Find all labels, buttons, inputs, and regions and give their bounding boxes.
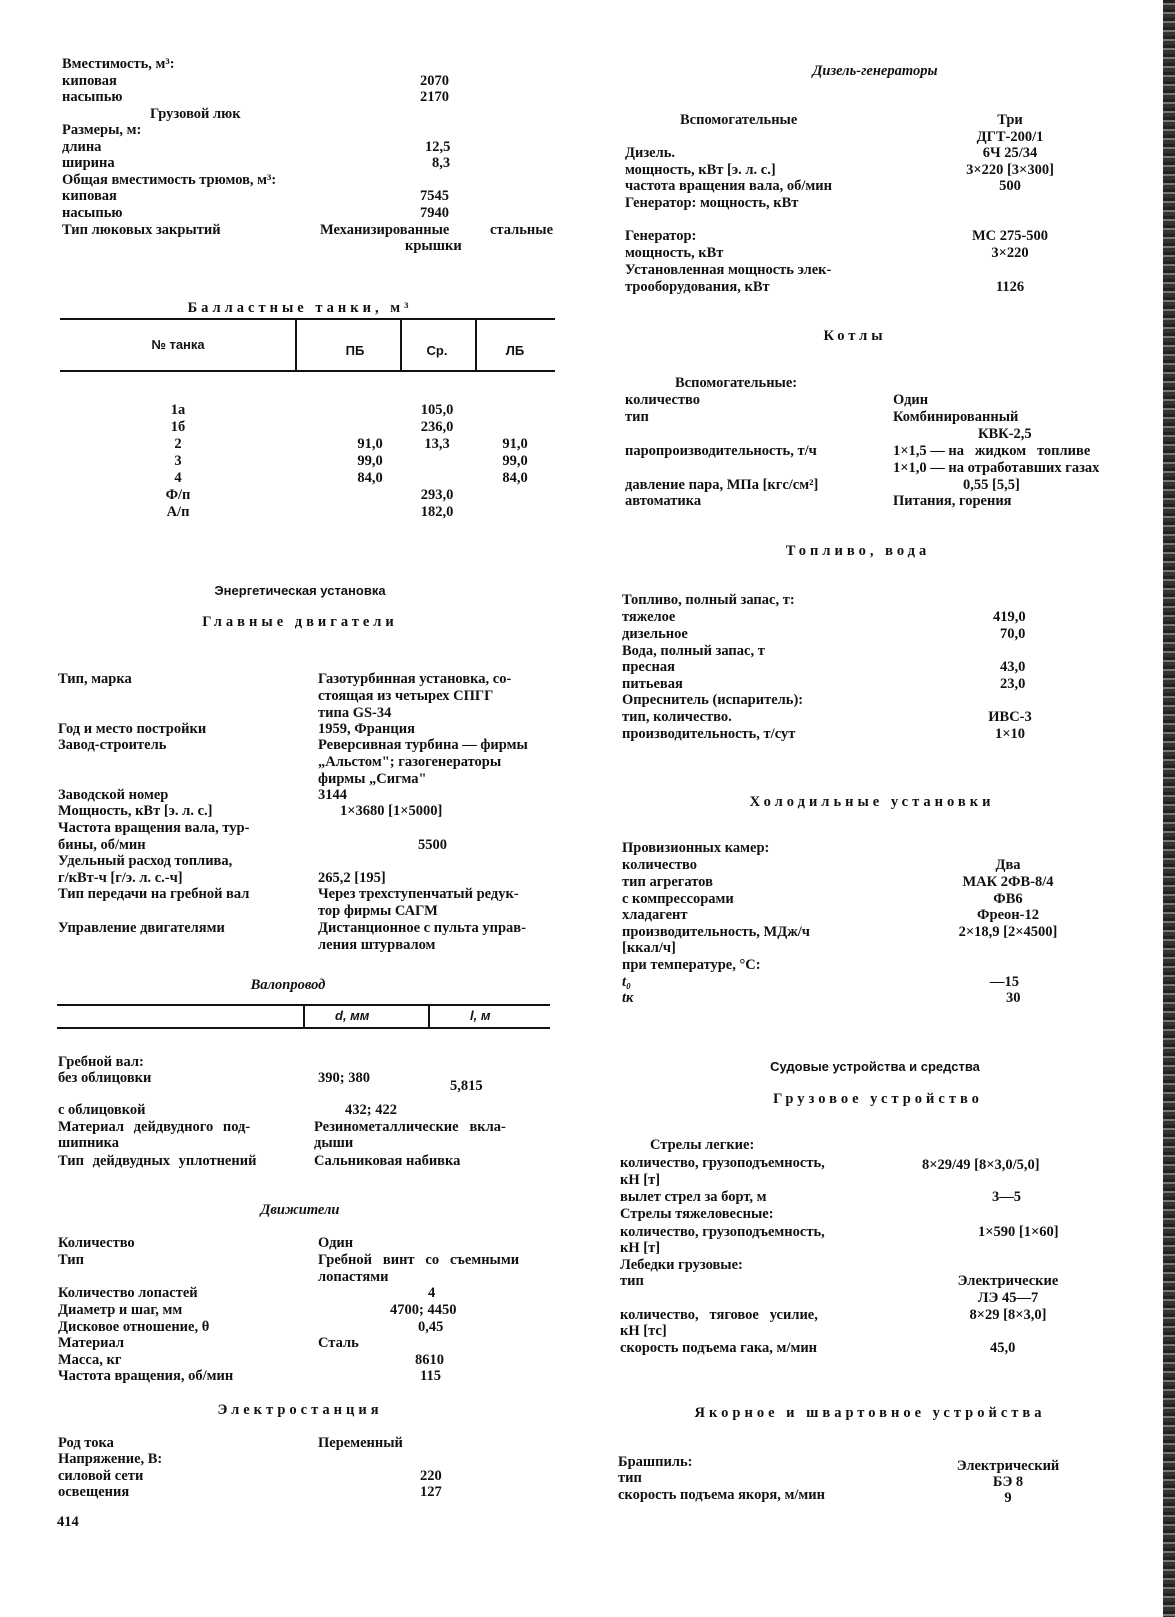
diesel-title: Дизель-генераторы (812, 63, 938, 79)
value: 70,0 (1000, 626, 1026, 642)
tank-volume: 99,0 (357, 453, 383, 469)
value: фирмы „Сигма" (318, 771, 427, 787)
value: ФВ6 (993, 891, 1023, 907)
value: 4700; 4450 (390, 1302, 457, 1318)
label: Генератор: мощность, кВт (625, 195, 799, 211)
label: Завод-строитель (58, 737, 167, 753)
value: 220 (420, 1468, 442, 1484)
page-number: 414 (57, 1514, 79, 1530)
col-header: Ср. (426, 343, 448, 358)
label: Напряжение, В: (58, 1451, 163, 1467)
label: с компрессорами (622, 891, 734, 907)
tank-number: 1б (170, 419, 186, 435)
label: тип (618, 1470, 642, 1486)
value: Три (997, 112, 1023, 128)
value: Переменный (318, 1435, 403, 1451)
anchor-title: Якорное и швартовное устройства (694, 1405, 1046, 1421)
tank-number: 3 (174, 453, 182, 469)
label: тип, количество. (622, 709, 732, 725)
col-header: l, м (470, 1008, 491, 1023)
value: 4 (428, 1285, 436, 1301)
label: г/кВт-ч [г/э. л. с.-ч] (58, 870, 183, 886)
scan-edge (1163, 0, 1175, 1617)
label: Материал дейдвудного под- (58, 1119, 251, 1135)
tank-volume: 13,3 (424, 436, 450, 452)
label: длина (62, 139, 102, 155)
value: 3×220 (991, 245, 1029, 261)
label: автоматика (625, 493, 702, 509)
label: кН [т] (620, 1172, 661, 1188)
label: мощность, кВт (625, 245, 724, 261)
label: Дисковое отношение, θ (58, 1319, 210, 1335)
label: хладагент (622, 907, 688, 923)
value: 12,5 (425, 139, 451, 155)
value: Комбинированный (893, 409, 1019, 425)
label: трооборудования, кВт (625, 279, 770, 295)
label: кН [т] (620, 1240, 661, 1256)
label: Диаметр и шаг, мм (58, 1302, 183, 1318)
label: Стрелы легкие: (650, 1137, 755, 1153)
label: Управление двигателями (58, 920, 225, 936)
value: 45,0 (990, 1340, 1016, 1356)
value: Сталь (318, 1335, 359, 1351)
propulsion-title: Движители (260, 1202, 340, 1218)
boilers-title: Котлы (823, 328, 887, 344)
table-divider (428, 1005, 430, 1027)
hatch-title: Грузовой люк (150, 106, 241, 122)
value: ЛЭ 45—7 (977, 1290, 1039, 1306)
tank-number: 4 (174, 470, 182, 486)
section-title: Судовые устройства и средства (770, 1059, 980, 1074)
value: 8,3 (432, 155, 451, 171)
value: Резинометаллические вкла- (314, 1119, 506, 1135)
cargo-title: Грузовое устройство (773, 1091, 983, 1107)
section-title: Энергетическая установка (214, 583, 386, 598)
label: Провизионных камер: (622, 840, 770, 856)
label: Общая вместимость трюмов, м³: (62, 172, 277, 188)
table-rule (57, 1027, 550, 1029)
value: 5500 (418, 837, 447, 853)
value: 390; 380 (318, 1070, 370, 1086)
table-rule (60, 318, 555, 320)
plant-title: Электростанция (217, 1402, 383, 1418)
col-header: № танка (151, 337, 205, 352)
label: tк (622, 990, 634, 1006)
value: Гребной винт со съемными (318, 1252, 520, 1268)
label: Частота вращения, об/мин (58, 1368, 234, 1384)
label: Тип передачи на гребной вал (58, 886, 250, 902)
label: Заводской номер (58, 787, 169, 803)
value: дыши (314, 1135, 354, 1151)
value: МАК 2ФВ-8/4 (962, 874, 1054, 890)
value: стоящая из четырех СПГГ (318, 688, 494, 704)
label: Лебедки грузовые: (620, 1257, 743, 1273)
label: дизельное (622, 626, 688, 642)
value: Газотурбинная установка, со- (318, 671, 512, 687)
tank-volume: 182,0 (420, 504, 454, 520)
value: —15 (990, 974, 1019, 990)
table-rule (60, 370, 555, 372)
value: Через трехступенчатый редук- (318, 886, 519, 902)
value: 23,0 (1000, 676, 1026, 692)
value: 1×1,5 — на жидком топливе (893, 443, 1091, 459)
label: Размеры, м: (62, 122, 142, 138)
col-header: ЛБ (505, 343, 525, 358)
value: 6Ч 25/34 (982, 145, 1038, 161)
fuel-title: Топливо, вода (785, 543, 931, 559)
value: 2170 (420, 89, 449, 105)
tank-volume: 91,0 (357, 436, 383, 452)
value: 0,45 (418, 1319, 444, 1335)
value: 2070 (420, 73, 449, 89)
label: насыпью (62, 205, 123, 221)
label: насыпью (62, 89, 123, 105)
value: 30 (1006, 990, 1021, 1006)
value: ДГТ-200/1 (976, 129, 1044, 145)
label: Масса, кг (58, 1352, 122, 1368)
tank-number: 1а (170, 402, 186, 418)
label: Вода, полный запас, т (622, 643, 765, 659)
label: Установленная мощность элек- (625, 262, 832, 278)
label: количество (625, 392, 701, 408)
label: количество, грузоподъемность, (620, 1224, 825, 1240)
tank-volume: 84,0 (357, 470, 383, 486)
label: Вспомогательные (680, 112, 798, 128)
value: КВК-2,5 (978, 426, 1032, 442)
tank-volume: 84,0 (502, 470, 528, 486)
value: 3×220 [3×300] (966, 162, 1054, 178)
label: Количество лопастей (58, 1285, 198, 1301)
value: Механизированные (320, 222, 450, 238)
label: Удельный расход топлива, (58, 853, 233, 869)
value: типа GS-34 (318, 705, 392, 721)
label: тип (620, 1273, 644, 1289)
value: Фреон-12 (977, 907, 1039, 923)
label: Дизель. (625, 145, 676, 161)
value: Один (893, 392, 929, 408)
value: 8×29/49 [8×3,0/5,0] (922, 1157, 1040, 1173)
label: Тип, марка (58, 671, 132, 687)
tank-volume: 293,0 (420, 487, 454, 503)
label: кН [тс] (620, 1323, 667, 1339)
tank-volume: 99,0 (502, 453, 528, 469)
label: Брашпиль: (618, 1454, 693, 1470)
label: Материал (58, 1335, 125, 1351)
label: производительность, т/сут (622, 726, 796, 742)
value: Электрический (956, 1458, 1060, 1474)
value: 432; 422 (345, 1102, 397, 1118)
value: 1×1,0 — на отработавших газах (893, 460, 1100, 476)
value: 1959, Франция (318, 721, 415, 737)
label: Опреснитель (испаритель): (622, 692, 804, 708)
label: тип агрегатов (622, 874, 713, 890)
tank-volume: 105,0 (420, 402, 454, 418)
value: 1×590 [1×60] (978, 1224, 1059, 1240)
value: БЭ 8 (992, 1474, 1024, 1490)
value: Сальниковая набивка (314, 1153, 461, 1169)
label: силовой сети (58, 1468, 144, 1484)
col-header: ПБ (345, 343, 365, 358)
label: количество, тяговое усилие, (620, 1307, 818, 1323)
label: Вспомогательные: (675, 375, 798, 391)
label: Стрелы тяжеловесные: (620, 1206, 774, 1222)
label: Частота вращения вала, тур- (58, 820, 250, 836)
value: ИВС-3 (988, 709, 1032, 725)
value: 43,0 (1000, 659, 1026, 675)
label: без облицовки (58, 1070, 152, 1086)
value: Два (995, 857, 1021, 873)
value: стальные (490, 222, 554, 238)
table-divider (475, 319, 477, 370)
label: количество (622, 857, 698, 873)
table-divider (295, 319, 297, 370)
value: 500 (999, 178, 1021, 194)
label: Генератор: (625, 228, 697, 244)
value: лопастями (318, 1269, 389, 1285)
value: „Альстом"; газогенераторы (318, 754, 502, 770)
value: Реверсивная турбина — фирмы (318, 737, 528, 753)
label: скорость подъема якоря, м/мин (618, 1487, 825, 1503)
tank-number: Ф/п (165, 487, 191, 503)
value: МС 275-500 (971, 228, 1049, 244)
label: количество, грузоподъемность, (620, 1155, 825, 1171)
label: паропроизводительность, т/ч (625, 443, 817, 459)
label: освещения (58, 1484, 130, 1500)
label: тяжелое (622, 609, 676, 625)
value: 8×29 [8×3,0] (969, 1307, 1047, 1323)
label: частота вращения вала, об/мин (625, 178, 832, 194)
shaft-title: Валопровод (250, 977, 326, 993)
value: 3144 (318, 787, 347, 803)
value: 0,55 [5,5] (963, 477, 1020, 493)
label: [ккал/ч] (622, 940, 676, 956)
value: Электрические (957, 1273, 1059, 1289)
value: тор фирмы САГМ (318, 903, 438, 919)
label: пресная (622, 659, 675, 675)
value: 127 (420, 1484, 442, 1500)
value: 7545 (420, 188, 449, 204)
value: 8610 (415, 1352, 444, 1368)
table-divider (303, 1005, 305, 1027)
capacity-title: Вместимость, м³: (62, 56, 175, 72)
label: киповая (62, 188, 117, 204)
fridge-title: Холодильные установки (749, 794, 995, 810)
label: Год и место постройки (58, 721, 207, 737)
value: 7940 (420, 205, 449, 221)
value: 1126 (995, 279, 1025, 295)
label: ширина (62, 155, 115, 171)
value: ления штурвалом (318, 937, 436, 953)
label: Тип люковых закрытий (62, 222, 221, 238)
value: 9 (1004, 1490, 1012, 1506)
value: Один (318, 1235, 354, 1251)
value: Питания, горения (893, 493, 1012, 509)
label: тип (625, 409, 649, 425)
value: 2×18,9 [2×4500] (958, 924, 1058, 940)
value: Дистанционное с пульта управ- (318, 920, 526, 936)
value: 115 (420, 1368, 441, 1384)
label: Мощность, кВт [э. л. с.] (58, 803, 213, 819)
col-header: d, мм (335, 1008, 370, 1023)
label: бины, об/мин (58, 837, 146, 853)
tank-volume: 236,0 (420, 419, 454, 435)
subsection-title: Главные двигатели (202, 614, 398, 630)
value: 265,2 [195] (318, 870, 386, 886)
label: вылет стрел за борт, м (620, 1189, 767, 1205)
label: Количество (58, 1235, 135, 1251)
label: производительность, МДж/ч (622, 924, 810, 940)
table-divider (400, 319, 402, 370)
label: Род тока (58, 1435, 114, 1451)
label: киповая (62, 73, 117, 89)
value: 419,0 (993, 609, 1026, 625)
label: Топливо, полный запас, т: (622, 592, 795, 608)
ballast-title: Балластные танки, м³ (187, 300, 413, 316)
label: скорость подъема гака, м/мин (620, 1340, 818, 1356)
value: 1×10 (994, 726, 1026, 742)
label: с облицовкой (58, 1102, 146, 1118)
label: при температуре, °C: (622, 957, 761, 973)
label: питьевая (622, 676, 683, 692)
value: крышки (405, 238, 462, 254)
label: Тип (58, 1252, 85, 1268)
value: 5,815 (450, 1078, 483, 1094)
tank-volume: 91,0 (502, 436, 528, 452)
label: давление пара, МПа [кгс/см²] (625, 477, 819, 493)
value: 1×3680 [1×5000] (340, 803, 443, 819)
tank-number: 2 (174, 436, 182, 452)
label: шипника (58, 1135, 120, 1151)
label: Тип дейдвудных уплотнений (58, 1153, 257, 1169)
label: мощность, кВт [э. л. с.] (625, 162, 776, 178)
tank-number: А/п (166, 504, 190, 520)
label: Гребной вал: (58, 1054, 144, 1070)
value: 3—5 (992, 1189, 1021, 1205)
label: t₀ (622, 974, 632, 990)
